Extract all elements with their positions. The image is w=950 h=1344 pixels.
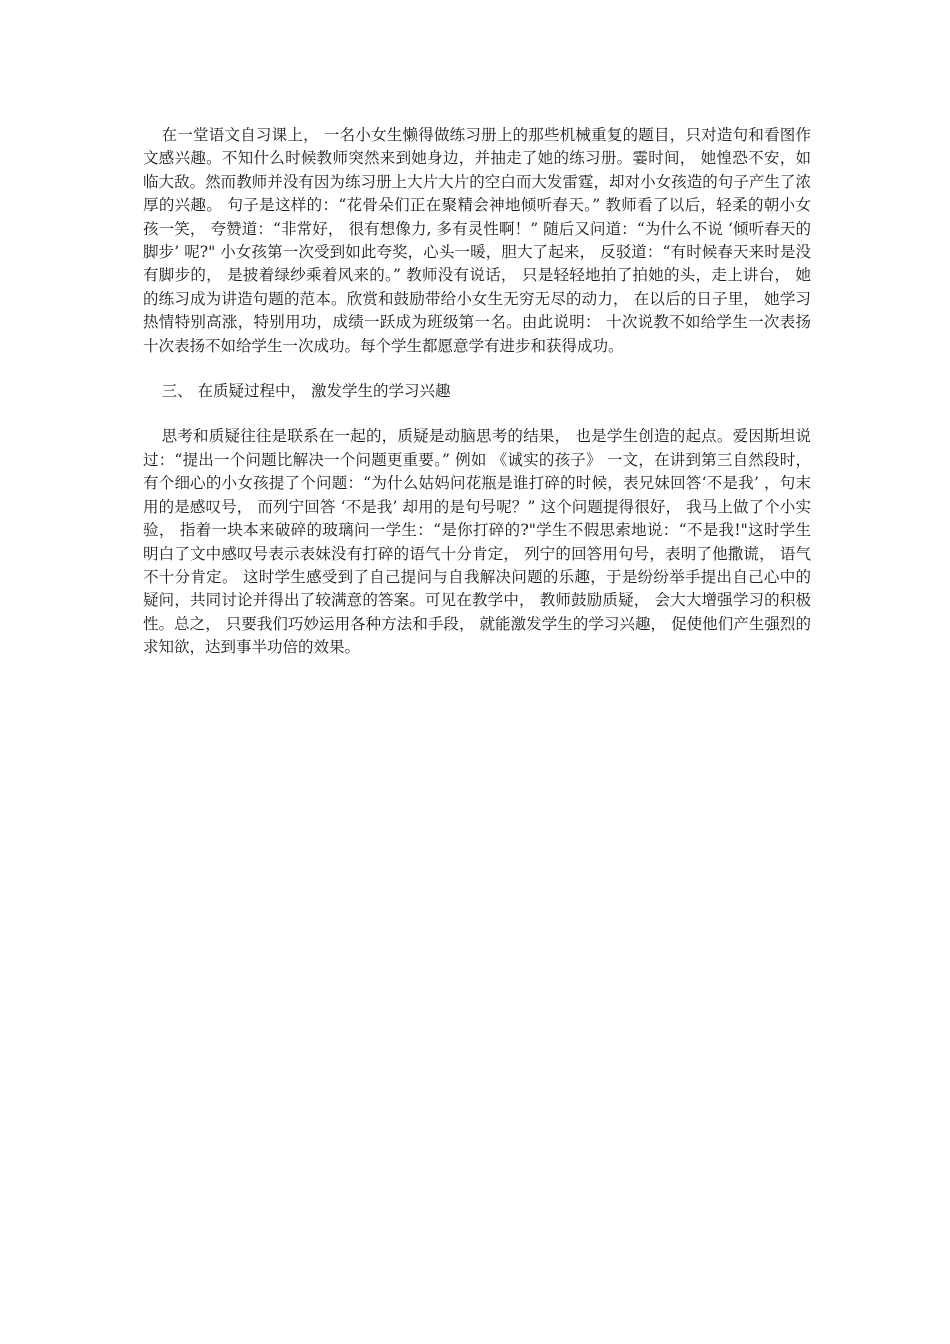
section-heading-3: 三、 在质疑过程中， 激发学生的学习兴趣 (161, 382, 451, 401)
document-body (143, 124, 811, 660)
paragraph-questioning: 思考和质疑往往是联系在一起的，质疑是动脑思考的结果， 也是学生创造的起点。爱因斯坦说过：“提出一个问题比解决一个问题更重要。” 例如 《诚实的孩子》 一文，在讲到第三自然段时， 有个细心的小女孩提了个问题：“为什么姑妈问花瓶是谁打碎的时候，表兄妹回答‘不是我’ ，句末用的是感叹号， 而列宁回答 ‘不是我’ 却用的是句号呢？” 这个问题提得很好， 我马上做了个小实验， 指着一块本来破碎的玻璃问一学生：“是你打碎的?"学生不假思索地说：“不是我!"这时学生明白了文中感叹号表示表妹没有打碎的语气十分肯定， 列宁的回答用句号，表明了他撒谎， 语气不十分肯定。 这时学生感受到了自己提问与自我解决问题的乐趣，于是纷纷举手提出自己心中的疑问，共同讨论并得出了较满意的答案。可见在教学中， 教师鼓励质疑， 会大大增强学习的积极性。总之， 只要我们巧妙运用各种方法和手段， 就能激发学生的学习兴趣， 促使他们产生强烈的求知欲，达到事半功倍的效果。 (143, 427, 811, 657)
paragraph-praise-story: 在一堂语文自习课上， 一名小女生懒得做练习册上的那些机械重复的题目，只对造句和看图作文感兴趣。不知什么时候教师突然来到她身边，并抽走了她的练习册。霎时间， 她惶恐不安，如临大敌。然而教师并没有因为练习册上大片大片的空白而大发雷霆，却对小女孩造的句子产生了浓厚的兴趣。 句子是这样的：“花骨朵们正在聚精会神地倾听春天。” 教师看了以后，轻柔的朝小女孩一笑， 夸赞道：“非常好， 很有想像力, 多有灵性啊！” 随后又问道：“为什么不说 ‘倾听春天的脚步’ 呢?" 小女孩第一次受到如此夸奖，心头一暖，胆大了起来， 反驳道：“有时候春天来时是没有脚步的， 是披着绿纱乘着风来的。” 教师没有说话， 只是轻轻地拍了拍她的头，走上讲台， 她的练习成为讲造句题的范本。欣赏和鼓励带给小女生无穷无尽的动力， 在以后的日子里， 她学习热情特别高涨，特别用功，成绩一跃成为班级第一名。由此说明： 十次说教不如给学生一次表扬十次表扬不如给学生一次成功。每个学生都愿意学有进步和获得成功。 (143, 126, 811, 355)
